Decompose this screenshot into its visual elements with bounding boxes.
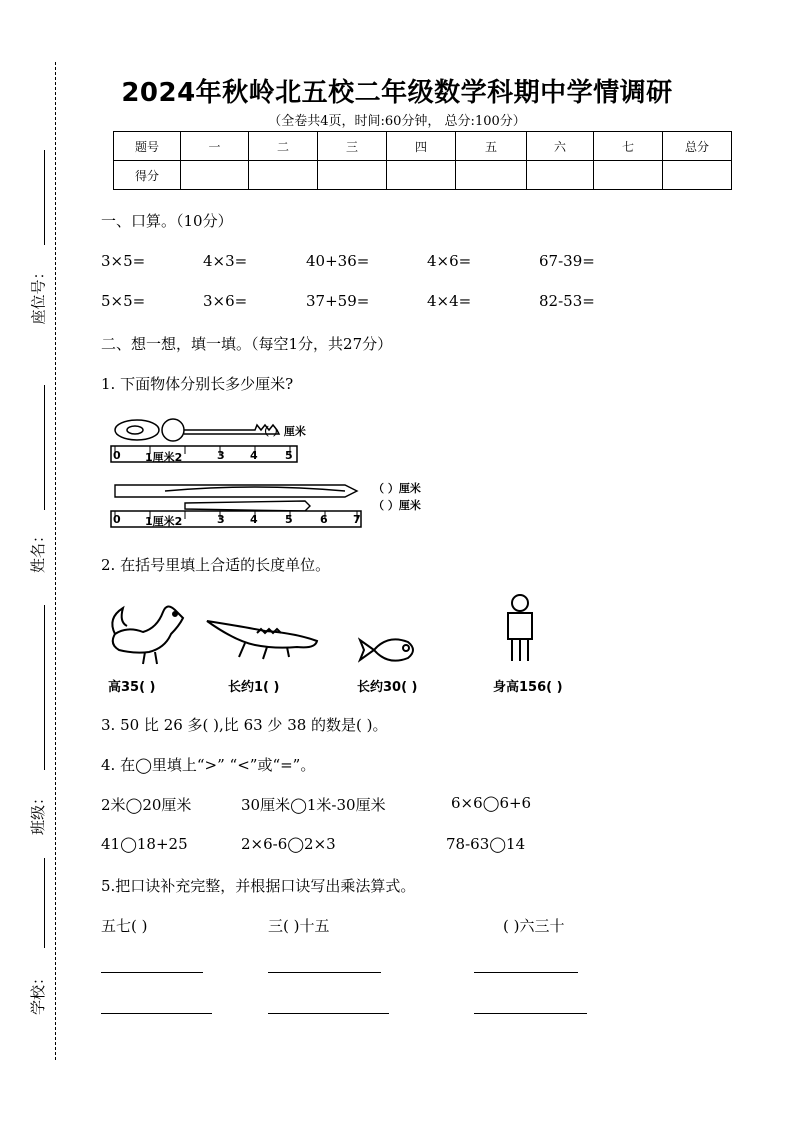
page-title: 2024年秋岭北五校二年级数学科期中学情调研 xyxy=(121,78,673,108)
mnemonic-item[interactable]: 五七( ) xyxy=(101,917,148,935)
ruler2-answer-blank[interactable]: （ ）厘米 xyxy=(373,482,421,495)
seat-label: 座位号： xyxy=(29,264,48,325)
score-input-cell[interactable] xyxy=(249,161,318,190)
score-input-cell[interactable] xyxy=(181,161,249,190)
score-table-cell: 五 xyxy=(456,132,527,161)
ruler-tick-label: 4 xyxy=(250,449,258,462)
compare-item[interactable]: 78-63◯14 xyxy=(446,835,526,853)
compare-item[interactable]: 2米◯20厘米 xyxy=(101,796,192,814)
ruler1-answer-blank[interactable]: （ ）厘米 xyxy=(258,425,306,438)
answer-line[interactable] xyxy=(268,1013,389,1014)
key-icon xyxy=(115,419,279,441)
question-3-text: 3. 50 比 26 多( ),比 63 少 38 的数是( )。 xyxy=(101,716,388,734)
ruler-tick-label: 1厘米2 xyxy=(145,515,183,528)
score-table-header-row xyxy=(114,132,732,161)
ruler-tick-label: 3 xyxy=(217,513,225,526)
answer-line[interactable] xyxy=(474,972,578,973)
score-table-cell: 三 xyxy=(318,132,387,161)
school-write-line xyxy=(44,858,45,948)
mental-math-item: 4×3= xyxy=(203,252,248,270)
class-write-line xyxy=(44,605,45,770)
score-input-cell[interactable] xyxy=(527,161,594,190)
score-input-cell[interactable] xyxy=(387,161,456,190)
score-table-score-row xyxy=(114,161,732,190)
answer-line[interactable] xyxy=(101,972,203,973)
animal-caption[interactable]: 长约30( ) xyxy=(357,680,418,695)
ruler-tick-label: 7 xyxy=(353,513,361,526)
school-label: 学校： xyxy=(29,969,48,1016)
mnemonic-item[interactable]: 三( )十五 xyxy=(268,917,330,935)
ruler-tick-label: 1厘米2 xyxy=(145,451,183,464)
compare-item[interactable]: 41◯18+25 xyxy=(101,835,188,853)
ruler-tick-label: 4 xyxy=(250,513,258,526)
answer-line[interactable] xyxy=(474,1013,587,1014)
score-table-cell: 总分 xyxy=(663,132,732,161)
section2-heading: 二、想一想，填一填。（每空1分，共27分） xyxy=(101,335,393,353)
score-table-cell: 题号 xyxy=(114,132,181,161)
ruler-tick-label: 5 xyxy=(285,513,293,526)
score-input-cell[interactable] xyxy=(594,161,663,190)
ruler-tick-label: 3 xyxy=(217,449,225,462)
answer-line[interactable] xyxy=(268,972,381,973)
question-2-text: 2. 在括号里填上合适的长度单位。 xyxy=(101,556,331,574)
pen-icon xyxy=(115,485,357,511)
mental-math-item: 37+59= xyxy=(306,292,370,310)
section1-heading: 一、口算。（10分） xyxy=(101,212,233,230)
score-table-cell: 七 xyxy=(594,132,663,161)
score-table-cell: 二 xyxy=(249,132,318,161)
mental-math-item: 5×5= xyxy=(101,292,146,310)
name-label: 姓名： xyxy=(29,527,48,574)
binding-dashed-line xyxy=(55,62,56,1060)
fish-icon xyxy=(358,632,420,668)
compare-item[interactable]: 2×6-6◯2×3 xyxy=(241,835,336,853)
rooster-icon xyxy=(105,598,190,666)
animal-caption[interactable]: 高35( ) xyxy=(108,680,156,695)
question-5-text: 5.把口诀补充完整，并根据口诀写出乘法算式。 xyxy=(101,877,416,895)
mental-math-item: 4×4= xyxy=(427,292,472,310)
score-table-cell: 四 xyxy=(387,132,456,161)
page-subtitle: （全卷共4页，时间:60分钟， 总分:100分） xyxy=(268,114,526,129)
score-table-cell: 一 xyxy=(181,132,249,161)
score-input-cell[interactable] xyxy=(456,161,527,190)
ruler-tick-label: 5 xyxy=(285,449,293,462)
score-input-cell[interactable] xyxy=(318,161,387,190)
mental-math-item: 3×5= xyxy=(101,252,146,270)
score-input-cell[interactable] xyxy=(663,161,732,190)
ruler2-answer-blank[interactable]: （ ）厘米 xyxy=(373,499,421,512)
mental-math-item: 3×6= xyxy=(203,292,248,310)
crocodile-icon xyxy=(205,615,325,661)
score-table-cell: 得分 xyxy=(114,161,181,190)
answer-line[interactable] xyxy=(101,1013,212,1014)
class-label: 班级： xyxy=(29,789,48,836)
mnemonic-item[interactable]: ( )六三十 xyxy=(503,917,565,935)
compare-item[interactable]: 6×6◯6+6 xyxy=(451,794,532,812)
animal-caption[interactable]: 长约1( ) xyxy=(228,680,280,695)
ruler-tick-label: 0 xyxy=(113,513,121,526)
mental-math-item: 82-53= xyxy=(539,292,595,310)
mental-math-item: 40+36= xyxy=(306,252,370,270)
ruler-tick-label: 6 xyxy=(320,513,328,526)
mental-math-item: 4×6= xyxy=(427,252,472,270)
compare-item[interactable]: 30厘米◯1米-30厘米 xyxy=(241,796,386,814)
animal-caption[interactable]: 身高156( ) xyxy=(493,680,563,695)
seat-write-line xyxy=(44,150,45,245)
name-write-line xyxy=(44,385,45,510)
person-icon xyxy=(500,593,540,663)
ruler-tick-label: 0 xyxy=(113,449,121,462)
mental-math-item: 67-39= xyxy=(539,252,595,270)
score-table xyxy=(113,131,732,190)
question-4-text: 4. 在◯里填上“>” “<”或“=”。 xyxy=(101,756,316,774)
question-1-text: 1. 下面物体分别长多少厘米? xyxy=(101,375,294,393)
score-table-cell: 六 xyxy=(527,132,594,161)
